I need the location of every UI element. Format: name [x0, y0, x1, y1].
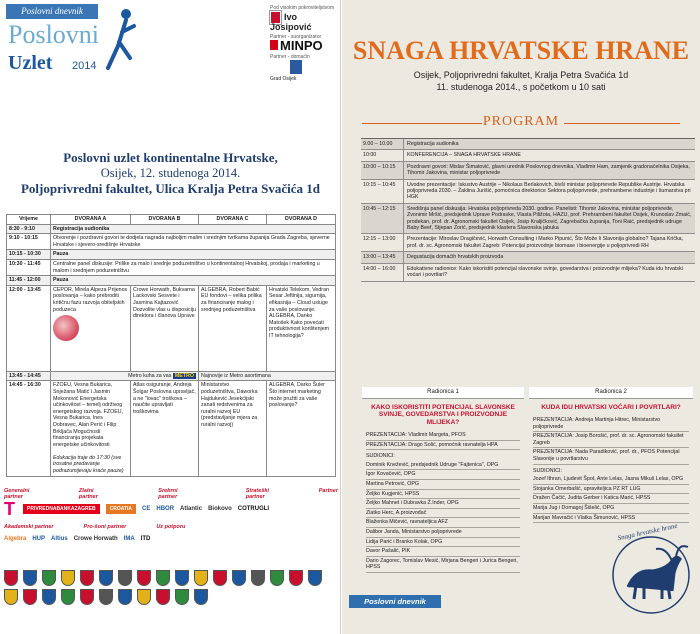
partner-labels-row-2: Akademski partner Pro-šoni partner Uz potporu: [4, 524, 186, 530]
crest-icon: [4, 589, 18, 605]
program-row: 10:15 – 10:45 Uvodne prezentacije: Iskustvo Austrije – Nikolaus Berlakovich, bivši ministar poljoprivrede Republike Austrije. Hrvatska poljoprivreda 2030. – Žaklina Jurišić, pomoćnica direktorice Sektora poljoprivrede, prehrambene industrije i šumarstva pri HGK: [361, 180, 695, 204]
list-item: Željko Kugjenić, HPSS: [366, 490, 520, 500]
list-item: Dalibor Janda, Ministarstvo poljoprivrede: [366, 528, 520, 538]
workshop-1: [362, 387, 524, 573]
table-row: 10:15 - 10:30 Pauza: [7, 250, 336, 260]
program-row: 10:45 – 12:15 Središnja panel diskusija: Hrvatska poljoprivreda 2030. godine. Panelisti: Tihomir Jakovina, ministar poljoprivrede, Zvonimir Mršić, predsjednik Uprave Podravke, Vlasta Piližota, HAZU, prof. Prehrambeni fakultet Osijek, Krunoslav Zmaić, prodekan, prof. dr. Agronomski fakultet Osijek, Josip Kraljičković, Zagrebačka županija, Toni Raić, predsjednik udruge Baby Beef, Stjepan Zorić, predsjednik klastera Slavonska jabuka: [361, 204, 695, 235]
workshop-2-title: Radionica 2: [529, 387, 693, 399]
crowe-logo: Crowe Horwath: [73, 536, 118, 542]
algebra-logo: Algebra: [4, 536, 27, 542]
workshop-1-question: KAKO ISKORISTITI POTENCIJAL SLAVONSKE SVINJE, GOVEDARSTVA I PROIZVODNJE MLIJEKA?: [371, 403, 515, 426]
partner-labels-row: Generalni partner Zlatni partner Srebrni partner Strateški partner Partner: [4, 488, 338, 500]
list-item: Marija Jug i Domagoj Šišelić, OPG: [533, 504, 689, 514]
crest-icon: [175, 570, 189, 586]
sponsor-logo: Atlantic: [180, 506, 203, 512]
partner-logos-row-2: [4, 530, 338, 548]
crest-icon: [118, 570, 132, 586]
crest-icon: [80, 589, 94, 605]
crest-icon: [213, 570, 227, 586]
list-item: PREZENTACIJA: Andreja Martinja Hitrec, Ministarstvo poljoprivrede: [533, 416, 689, 432]
crest-icon: [80, 570, 94, 586]
crest-icon: [23, 589, 37, 605]
list-item: Željko Mahnet i Dubravka Ž.Inder, OPG: [366, 499, 520, 509]
top-sponsors: [270, 5, 338, 86]
divider: [564, 123, 680, 124]
program-row: 10:00 KONFERENCIJA – SNAGA HRVATSKE HRANE: [361, 150, 695, 161]
crest-icon: [156, 570, 170, 586]
crest-icon: [289, 570, 303, 586]
crest-icon: [23, 570, 37, 586]
list-item: Igor Kovačević, OPG: [366, 470, 520, 480]
program-row: 13:00 – 13:45 Degustacija domaćih hrvatskih proizvoda: [361, 252, 695, 263]
table-row: 8:30 - 9:10 Registracija sudionika: [7, 224, 336, 234]
list-item: PREZENTACIJA: Drago Solić, pomoćnik ravnatelja HPA: [366, 441, 520, 451]
sponsor-logo: CROATIA: [106, 504, 136, 514]
sponsor-name-3: Grad Osijek: [270, 60, 338, 82]
crest-icon: [118, 589, 132, 605]
list-item: SUDIONICI:: [533, 467, 562, 474]
header-hall-d: DVORANA D: [267, 215, 336, 225]
sponsor-logo: COTRUGLI: [237, 506, 270, 512]
sponsor-logo: Biokovo: [208, 506, 232, 512]
crest-icon: [61, 589, 75, 605]
logo-subtitle: Uzlet: [8, 52, 53, 74]
event-title: SNAGA HRVATSKE HRANE: [352, 36, 690, 65]
crest-icon: [137, 570, 151, 586]
table-row: 14:45 - 16:30 FZOEU, Vesna Bukarica, Snježana Matić i Jasmin Mekonović Energetska učinkovitost – temelj održivog energetskog razvoja. FZOEU, Vesna Bukarica, Ines Dobravec, Alan Perić i Filip Brkljača Mogućnosti financiranja projekata energetske učinkovitosti Edukacija traje do 17:30 (sve trosatne predavanje podrazumijevaju kraće pauze) Atlas osiguranje, Andreja Šolgar Poslovna upravljač, a ne "lovac" troškova – naučite upravljati troškovima Ministarstvo poduzetništva, Daworka Hajdukević Jesekćijski zanati redstvenima za ruralni razvoj EU (predstavljanje mjera za ruralni razvoj) ALGEBRA, Darko Šuler Što internet marketing može pružiti za vaše poslovanje?: [7, 381, 336, 476]
sponsor-logo: HBOR: [156, 506, 175, 512]
event-date: 11. studenoga 2014., s početkom u 10 sati: [436, 82, 606, 92]
crest-icon: [61, 570, 75, 586]
table-row: 9:10 - 10:15 Otvorenje i pozdravni govori te dodjela nagrada najboljim malim i srednjim tvrtkama županija Grada Zagreba, sjeverne Hrvatske i sjevero-središnje Hrvatske: [7, 234, 336, 250]
crest-icon: [251, 570, 265, 586]
program-row: 12:15 – 13:00 Prezentacije: Miroslav Dragičević, Horwath Consulting i Marko Pipunić, Što Može li Slavonija globalno? Tajana Krička, prof. dr. sc. Agronomski fakultet Zagreb: Potencijal proizvodnje biomase i bioenergije u poljoprivredi RH: [361, 234, 695, 252]
list-item: Blaženka Mičević, ravnateljica AFZ: [366, 518, 520, 528]
schedule-table: [6, 214, 336, 477]
program-list: [361, 138, 695, 282]
brand-box: Poslovni dnevnik: [6, 4, 98, 19]
crest-icon: [270, 570, 284, 586]
hup-logo: HUP: [32, 536, 46, 542]
list-item: Dražen Čačić, Judita Gerber i Katica Marić, HPSS: [533, 494, 689, 504]
list-item: Dominik Knežević, predsjednik Udruge "Fajtenica", OPG: [366, 461, 520, 471]
crest-icon: [232, 570, 246, 586]
program-row: 14:00 – 16:00 Edukativne radionice: Kako iskoristiti potencijal slavonske svinje, govedarstva i proizvodnje mlijeka? Kuda idu hrvatski voćari i povrtlari?: [361, 264, 695, 282]
list-item: PREZENTACIJA: Vladimir Margeta, PFOS: [366, 431, 520, 441]
list-item: Lidija Parić i Branko Kolak, OPG: [366, 538, 520, 548]
event-venue: Osijek, Poljoprivredni fakultet, Kralja Petra Svačića 1d: [413, 70, 629, 80]
workshop-2-question: KUDA IDU HRVATSKI VOĆARI I POVRTLARI?: [541, 403, 681, 411]
crest-icon: [42, 589, 56, 605]
crest-icon: [194, 570, 208, 586]
program-row: 9.00 – 10.00 Registracija sudionika: [361, 139, 695, 150]
sponsor-name-2: MINPO: [270, 40, 338, 50]
logo-title: Poslovni: [8, 20, 100, 49]
sponsor-label-1: Pod visokim pokroviteljstvom: [270, 5, 335, 11]
list-item: PREZENTACIJA: Josip Borošić, prof. dr. sc. Agronomski fakultet Zagreb: [533, 432, 689, 448]
crests-row: [4, 570, 334, 605]
cepor-logo-icon: [53, 315, 79, 341]
list-item: PREZENTACIJA: Nada Paradiković, prof. dr., PFOS Potencijal Slavonije u povrtlarstvu: [533, 448, 689, 464]
list-item: Martina Petrović, OPG: [366, 480, 520, 490]
sponsor-label-3: Partner - domaćin: [270, 54, 310, 60]
table-row: 10:30 - 11:45 Centralne panel diskusije: Prilike za malo i srednje poduzetništvo u kontinentalnoj Hrvatskoj, prodaja i marketing u malom i srednjem poduzetništvu: [7, 259, 336, 275]
pbz-logo: PRIVREDNABANKAZAGREB: [23, 504, 100, 514]
list-item: Jozef Ithran, Ljudevit Špot, Ante Lelas, Jasna Mikuš Lelas, OPG: [533, 475, 689, 485]
workshop-2: [529, 387, 693, 523]
headline-1: Poslovni uzlet kontinentalne Hrvatske,: [63, 150, 278, 165]
crest-icon: [156, 589, 170, 605]
header-time: Vrijeme: [7, 215, 51, 225]
headline-2: Osijek, 12. studenoga 2014.: [100, 166, 241, 180]
list-item: SUDIONICI:: [366, 453, 395, 460]
partner-logos-row-1: [4, 500, 338, 518]
metro-logo: METRO: [174, 372, 194, 379]
crest-icon: [194, 589, 208, 605]
crest-icon: [99, 570, 113, 586]
list-item: Marijan Mavračić i Vlatka Šimunović, HPSS: [533, 514, 689, 524]
program-heading: PROGRAM: [482, 114, 560, 129]
headline-3: Poljoprivredni fakultet, Ulica Kralja Petra Svačića 1d: [20, 181, 321, 196]
runner-logo-icon: [100, 6, 140, 76]
header-hall-a: DVORANA A: [51, 215, 131, 225]
goat-logo-text: Snaga hrvatske hrane: [616, 521, 679, 543]
list-item: Stojanka Omerbašić, upraviteljica PZ RT LUG: [533, 485, 689, 495]
crest-icon: [308, 570, 322, 586]
list-item: Davor Pašalić, PIK: [366, 547, 520, 557]
partners-section: [4, 488, 338, 554]
sponsor-label-2: Partner - suorganizator: [270, 34, 322, 40]
table-row: 12:00 - 13:45 CEPOR, Mirela Alpeza Prijenos poslovanja – kako prebroditi kritičnu fazu razvoja obiteljskih poduzeća Crowe Horwath, Bukvarna Lackovski Sesvete i Jasmina Kajtazović Dozvolite vlas u disposiciju direktora i članova Uprave ALGEBRA, Robert Babić EU fondovi – velika prilika za financiranje malog i srednjeg poduzetništva Hrvatski Telekom, Vedran Sesar Jeftinija, sigurnija, efikasnija – Cloud usluge za vaše poslovanje. ALGEBRA, Danko Matošek Kako povećati produktivnost korištenjem IT tehnologija?: [7, 285, 336, 371]
telekom-logo: T: [4, 498, 17, 519]
logo-year: 2014: [72, 60, 97, 72]
list-item: Dario Zagorec, Tomislav Mesić, Mirjana Bengeri i Jurica Bengeri, HPSS: [366, 557, 520, 573]
left-page: [0, 0, 341, 634]
workshop-1-title: Radionica 1: [362, 387, 524, 399]
crest-icon: [137, 589, 151, 605]
list-item: Zlatko Herc, A.proizvođač: [366, 509, 520, 519]
city-crest-icon: [290, 60, 302, 74]
footer-brand: Poslovni dnevnik: [349, 595, 441, 608]
header-hall-c: DVORANA C: [199, 215, 267, 225]
program-row: 10:00 – 10:15 Pozdravni govori: Mislav Šimatović, glavni urednik Poslovnog dnevnika, Vladimir Ham, zamjenik gradonačelnika Osijeka, Tihomir Jakovina, ministar poljoprivrede: [361, 162, 695, 180]
table-row: 13:45 - 14:45 Metro kuha za vas METRO Najnovije iz Metro asortimana: [7, 371, 336, 381]
sponsor-logo: CE: [142, 506, 151, 512]
altius-logo: Altius: [51, 536, 68, 542]
ima-logo: IMA: [123, 536, 135, 542]
crest-icon: [42, 570, 56, 586]
crest-icon: [99, 589, 113, 605]
crest-icon: [4, 570, 18, 586]
crest-icon: [175, 589, 189, 605]
sponsor-name-1: Ivo Josipović: [270, 11, 312, 32]
table-row: 11:45 - 12:00 Pauza: [7, 276, 336, 286]
itd-logo: ITD: [140, 536, 151, 542]
header-hall-b: DVORANA B: [131, 215, 199, 225]
